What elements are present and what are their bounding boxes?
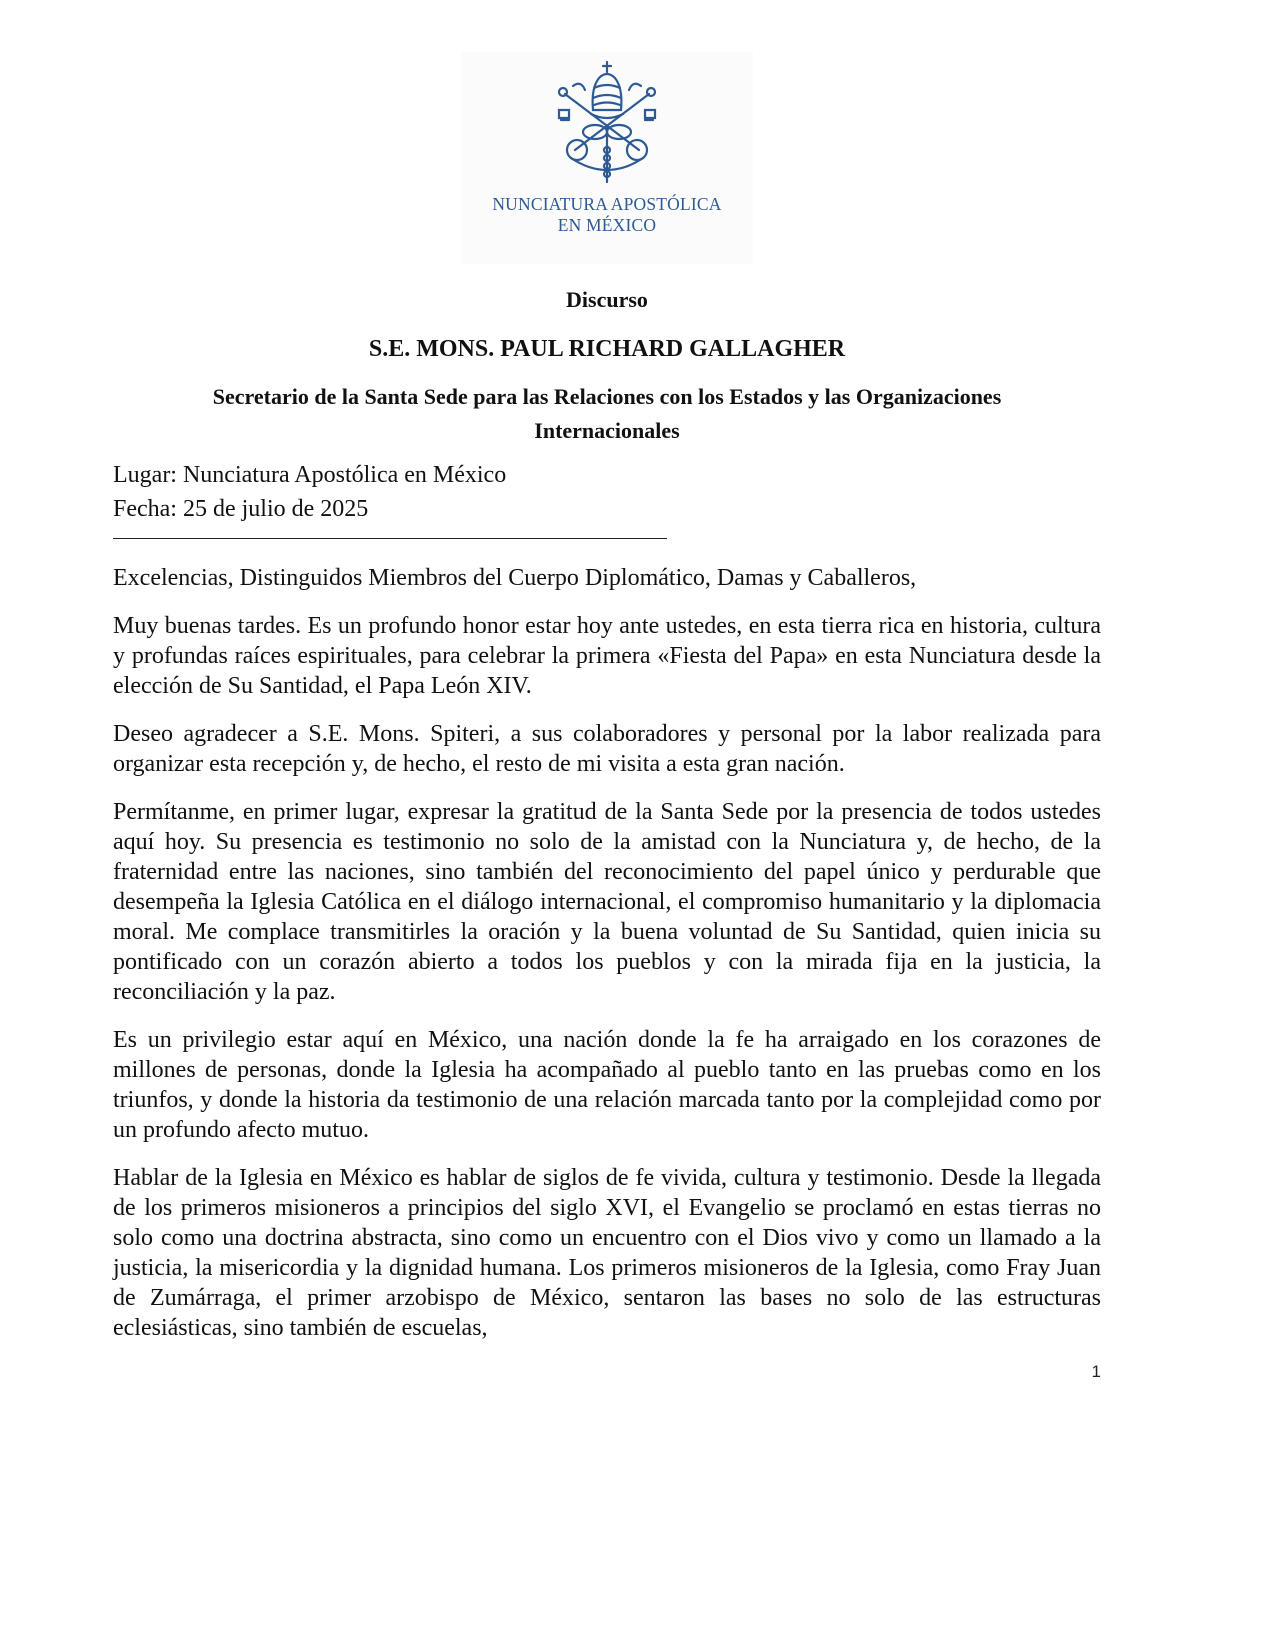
body-paragraph: Deseo agradecer a S.E. Mons. Spiteri, a sus colaboradores y personal por la labor realizada para organizar esta recepción y, de hecho, el resto de mi visita a esta gran nación. (113, 721, 1101, 777)
document-title: Discurso (566, 287, 648, 312)
location-line: Lugar: Nunciatura Apostólica en México (113, 462, 507, 488)
letterhead-line1: NUNCIATURA APOSTÓLICA (492, 194, 722, 214)
papal-coat-of-arms-icon (547, 58, 667, 192)
speaker-role: Secretario de la Santa Sede para las Relaciones con los Estados y las Organizaciones Internacionales (212, 384, 1002, 443)
body-paragraph: Muy buenas tardes. Es un profundo honor estar hoy ante ustedes, en esta tierra rica en historia, cultura y profundas raíces espirituales, para celebrar la primera «Fiesta del Papa» en esta Nunciatura desde la elección de Su Santidad, el Papa León XIV. (113, 613, 1101, 699)
body-paragraph: Permítanme, en primer lugar, expresar la gratitud de la Santa Sede por la presencia de todos ustedes aquí hoy. Su presencia es testimonio no solo de la amistad con la Nunciatura y, de hecho, de la fraternidad entre las naciones, sino también del reconocimiento del papel único y perdurable que desempeña la Iglesia Católica en el diálogo internacional, el compromiso humanitario y la diplomacia moral. Me complace transmitirles la oración y la buena voluntad de Su Santidad, quien inicia su pontificado con un corazón abierto a todos los pueblos y con la mirada fija en la justicia, la reconciliación y la paz. (113, 799, 1101, 1005)
salutation: Excelencias, Distinguidos Miembros del Cuerpo Diplomático, Damas y Caballeros, (113, 565, 917, 591)
body-paragraph: Es un privilegio estar aquí en México, una nación donde la fe ha arraigado en los corazones de millones de personas, donde la Iglesia ha acompañado al pueblo tanto en las pruebas como en los triunfos, y donde la historia da testimonio de una relación marcada tanto por la complejidad como por un profundo afecto mutuo. (113, 1027, 1101, 1143)
speaker-name: S.E. MONS. PAUL RICHARD GALLAGHER (368, 336, 846, 362)
separator-rule (113, 538, 667, 539)
letterhead-line2: EN MÉXICO (557, 215, 657, 235)
letterhead-logo (461, 52, 753, 264)
date-line: Fecha: 25 de julio de 2025 (113, 496, 369, 522)
page-number: 1 (1091, 1362, 1101, 1381)
body-paragraph: Hablar de la Iglesia en México es hablar de siglos de fe vivida, cultura y testimonio. Desde la llegada de los primeros misioneros a principios del siglo XVI, el Evangelio se proclamó en estas tierras no solo como una doctrina abstracta, sino como un encuentro con el Dios vivo y como un llamado a la justicia, la misericordia y la dignidad humana. Los primeros misioneros de la Iglesia, como Fray Juan de Zumárraga, el primer arzobispo de México, sentaron las bases no solo de las estructuras eclesiásticas, sino también de escuelas, (113, 1165, 1101, 1341)
